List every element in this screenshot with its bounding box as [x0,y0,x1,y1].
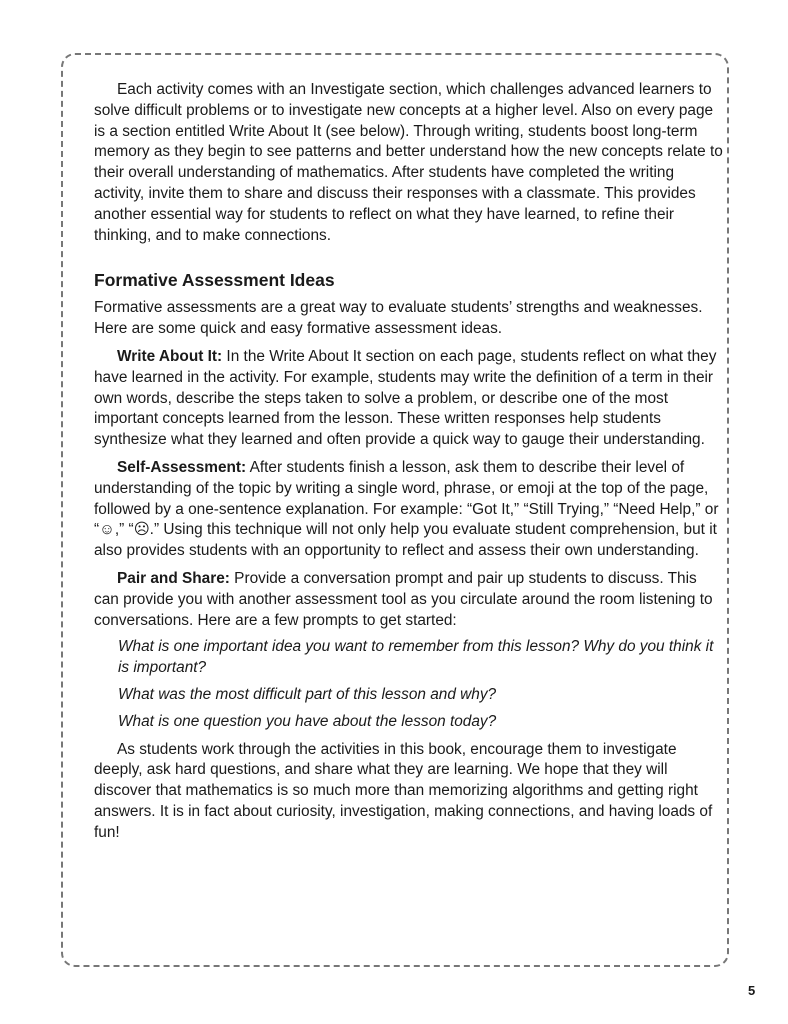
self-assessment-lead: Self-Assessment: [117,458,247,476]
page-body [94,80,724,844]
section-intro-paragraph: Formative assessments are a great way to evaluate students’ strengths and weaknesses. Here are some quick and easy formative assessment ideas. [94,299,703,338]
write-about-it-paragraph [94,347,724,451]
prompt-item: What is one important idea you want to remember from this lesson? Why do you think it is important? [118,638,714,677]
write-about-it-lead: Write About It: [117,347,223,365]
closing-paragraph: As students work through the activities in this book, encourage them to investigate deeply, ask hard questions, and share what they are learning. We hope that they will discover that mathematics is so much more than memorizing algorithms and getting right answers. It is in fact about curiosity, investigation, making connections, and having loads of fun! [94,740,713,841]
prompt-item: What is one question you have about the lesson today? [118,712,497,730]
prompt-item: What was the most difficult part of this lesson and why? [118,685,497,703]
pair-and-share-paragraph [94,569,724,631]
write-about-it-text: In the Write About It section on each page, students reflect on what they have learned in the activity. For example, students may write the definition of a term in their own words, describe the steps taken to solve a problem, or describe one of the most important concepts learned from the lesson. These written responses help students synthesize what they learned and often provide a quick way to gauge their understanding. [94,347,717,449]
intro-paragraph: Each activity comes with an Investigate section, which challenges advanced learners to solve difficult problems or to investigate new concepts at a higher level. Also on every page is a section entitled Write About It (see below). Through writing, students boost long-term memory as they begin to see patterns and better understand how the new concepts relate to their overall understanding of mathematics. After students have completed the writing activity, invite them to share and discuss their responses with a classmate. This provides another essential way for students to reflect on what they have learned, to refine their thinking, and to make connections. [94,81,723,244]
section-heading: Formative Assessment Ideas [94,270,335,291]
pair-and-share-lead: Pair and Share: [117,569,230,587]
pair-and-share-text: Provide a conversation prompt and pair up students to discuss. This can provide you with another assessment tool as you circulate around the room listening to conversations. Here are a few prompts to get started: [94,569,713,629]
prompt-list [94,637,724,732]
page-number: 5 [748,983,756,998]
self-assessment-text: After students finish a lesson, ask them to describe their level of understanding of the topic by writing a single word, phrase, or emoji at the top of the page, followed by a one-sentence explanation. For example: “Got It,” “Still Trying,” “Need Help,” or “☺,” “☹.” Using this technique will not only help you evaluate student comprehension, but it also provides students with an opportunity to reflect and assess their own understanding. [94,458,719,560]
self-assessment-paragraph [94,458,724,562]
